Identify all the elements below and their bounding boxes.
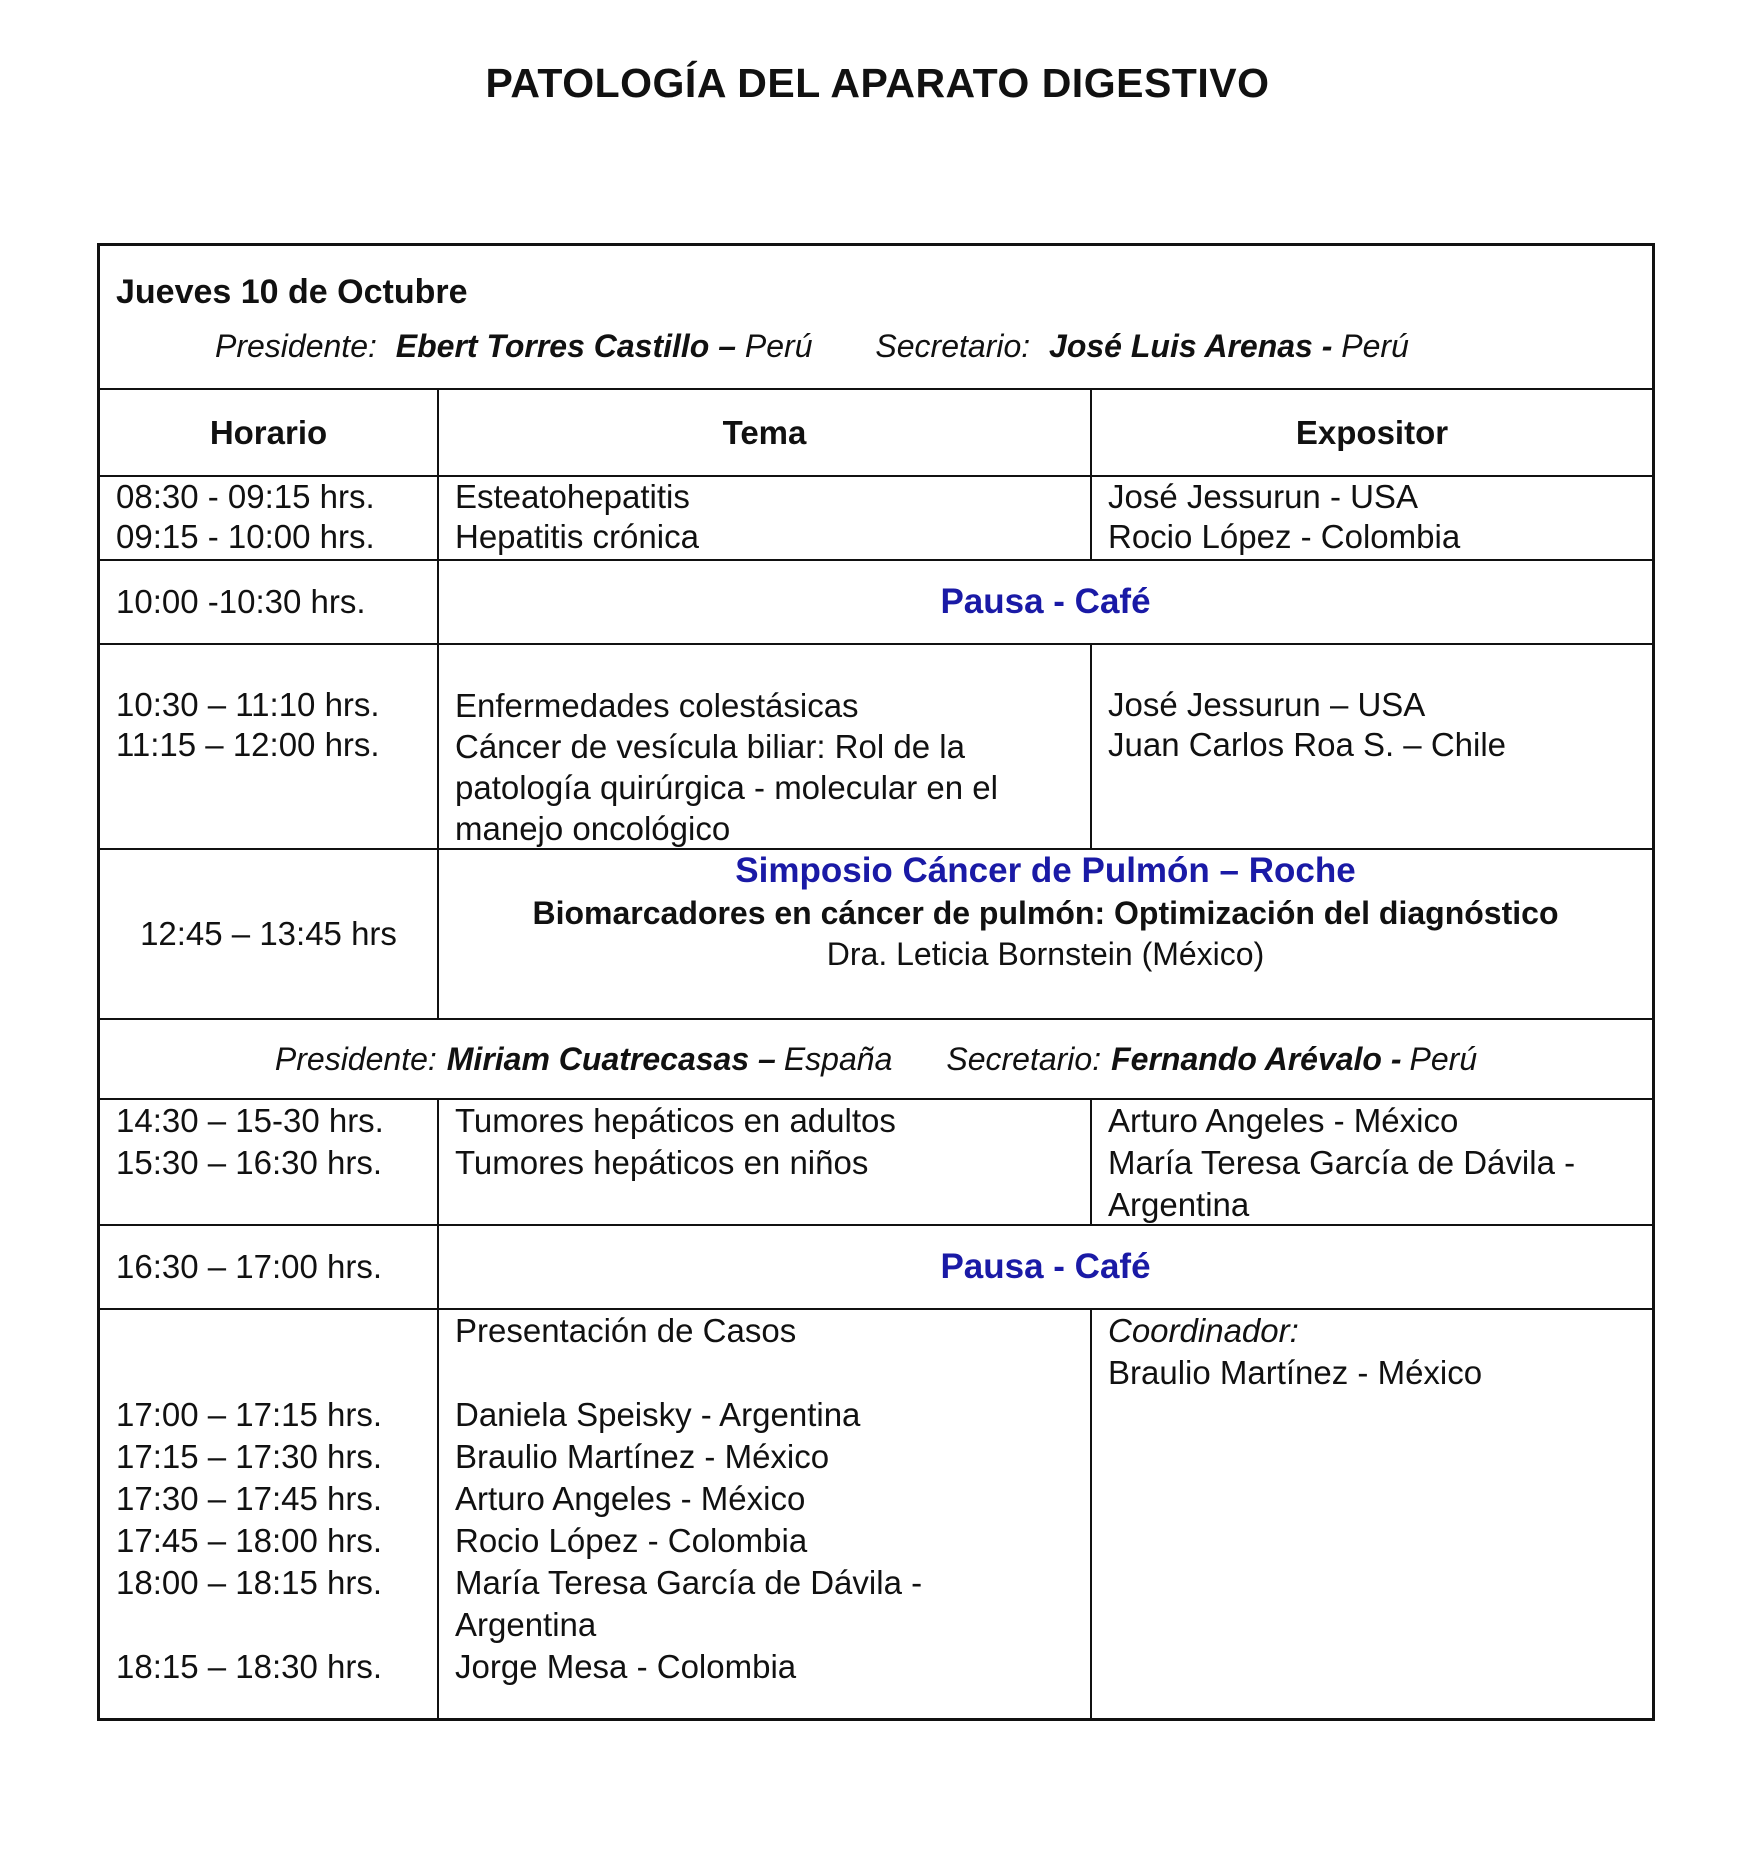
coordinator-name: Braulio Martínez - México xyxy=(1108,1354,1483,1391)
case: Jorge Mesa - Colombia xyxy=(455,1648,797,1685)
time-slot: 15:30 – 16:30 hrs. xyxy=(116,1144,383,1181)
topic: Tumores hepáticos en niños xyxy=(455,1144,869,1181)
president-name: Ebert Torres Castillo – xyxy=(395,328,737,364)
speaker: Rocio López - Colombia xyxy=(1108,518,1461,555)
break-label: Pausa - Café xyxy=(940,1247,1151,1286)
case: Braulio Martínez - México xyxy=(455,1438,830,1475)
secretary-label: Secretario: xyxy=(875,328,1031,364)
break-label: Pausa - Café xyxy=(940,582,1151,621)
case: Daniela Speisky - Argentina xyxy=(455,1396,861,1433)
session2-officers xyxy=(100,1018,1652,1098)
header-tema: Tema xyxy=(439,390,1092,475)
president-country: Perú xyxy=(744,328,813,364)
header-expositor: Expositor xyxy=(1295,413,1449,451)
topic: Esteatohepatitis xyxy=(455,478,690,515)
session1-officers xyxy=(100,310,1652,365)
time-slot: 18:15 – 18:30 hrs. xyxy=(116,1648,383,1685)
secretary-label: Secretario: xyxy=(946,1040,1102,1077)
case: Arturo Angeles - México xyxy=(455,1480,806,1517)
president-label: Presidente: xyxy=(215,328,377,364)
page-title: PATOLOGÍA DEL APARATO DIGESTIVO xyxy=(485,60,1270,106)
break-time: 10:00 -10:30 hrs. xyxy=(100,561,439,643)
table-row xyxy=(100,643,1652,848)
time-slot: 09:15 - 10:00 hrs. xyxy=(116,518,375,555)
table-row xyxy=(100,1098,1652,1224)
speaker: Arturo Angeles - México xyxy=(1108,1102,1459,1139)
speaker: José Jessurun - USA xyxy=(1108,478,1418,515)
symposium-subtitle: Biomarcadores en cáncer de pulmón: Optimización del diagnóstico xyxy=(532,895,1559,931)
header-horario: Horario xyxy=(100,390,439,475)
president-country: España xyxy=(783,1040,893,1077)
president-label: Presidente: xyxy=(274,1040,437,1077)
speaker: María Teresa García de Dávila - xyxy=(1108,1144,1576,1181)
secretary-country: Perú xyxy=(1409,1040,1478,1077)
time-slot: 17:15 – 17:30 hrs. xyxy=(116,1438,383,1475)
symposium-speaker: Dra. Leticia Bornstein (México) xyxy=(826,936,1265,972)
topic: Enfermedades colestásicas xyxy=(455,687,859,724)
schedule-table xyxy=(97,243,1655,1721)
topic: Cáncer de vesícula biliar: Rol de la xyxy=(455,728,965,765)
time-slot: 17:45 – 18:00 hrs. xyxy=(116,1522,383,1559)
topic: Tumores hepáticos en adultos xyxy=(455,1102,896,1139)
symposium-time: 12:45 – 13:45 hrs xyxy=(100,850,439,1018)
time-slot: 08:30 - 09:15 hrs. xyxy=(116,478,375,515)
table-row xyxy=(100,1308,1652,1718)
case: María Teresa García de Dávila - xyxy=(455,1564,923,1601)
time-slot: 18:00 – 18:15 hrs. xyxy=(116,1564,383,1601)
time-slot: 17:30 – 17:45 hrs. xyxy=(116,1480,383,1517)
break-row xyxy=(100,1224,1652,1308)
topic: manejo oncológico xyxy=(455,810,731,847)
symposium-title: Simposio Cáncer de Pulmón – Roche xyxy=(735,851,1356,890)
time-slot: 11:15 – 12:00 hrs. xyxy=(116,726,380,763)
case: Rocio López - Colombia xyxy=(455,1522,808,1559)
president-name: Miriam Cuatrecasas – xyxy=(446,1040,776,1077)
speaker: Juan Carlos Roa S. – Chile xyxy=(1108,726,1507,763)
speaker: Argentina xyxy=(1108,1186,1250,1223)
column-header-row xyxy=(100,388,1652,475)
table-row xyxy=(100,475,1652,559)
time-slot: 14:30 – 15-30 hrs. xyxy=(116,1102,384,1139)
time-slot: 17:00 – 17:15 hrs. xyxy=(116,1396,383,1433)
speaker: José Jessurun – USA xyxy=(1108,686,1426,723)
break-row xyxy=(100,559,1652,643)
coordinator-label: Coordinador: xyxy=(1108,1312,1299,1349)
case: Argentina xyxy=(455,1606,597,1643)
secretary-country: Perú xyxy=(1341,328,1409,364)
secretary-name: José Luis Arenas - xyxy=(1049,328,1333,364)
break-time: 16:30 – 17:00 hrs. xyxy=(100,1226,439,1308)
topic-title: Presentación de Casos xyxy=(455,1312,797,1349)
symposium-row xyxy=(100,848,1652,1018)
day-label: Jueves 10 de Octubre xyxy=(116,273,468,311)
topic: Hepatitis crónica xyxy=(455,518,699,555)
day-header-row xyxy=(100,246,1652,388)
secretary-name: Fernando Arévalo - xyxy=(1111,1040,1402,1077)
topic: patología quirúrgica - molecular en el xyxy=(455,769,998,806)
time-slot: 10:30 – 11:10 hrs. xyxy=(116,686,380,723)
